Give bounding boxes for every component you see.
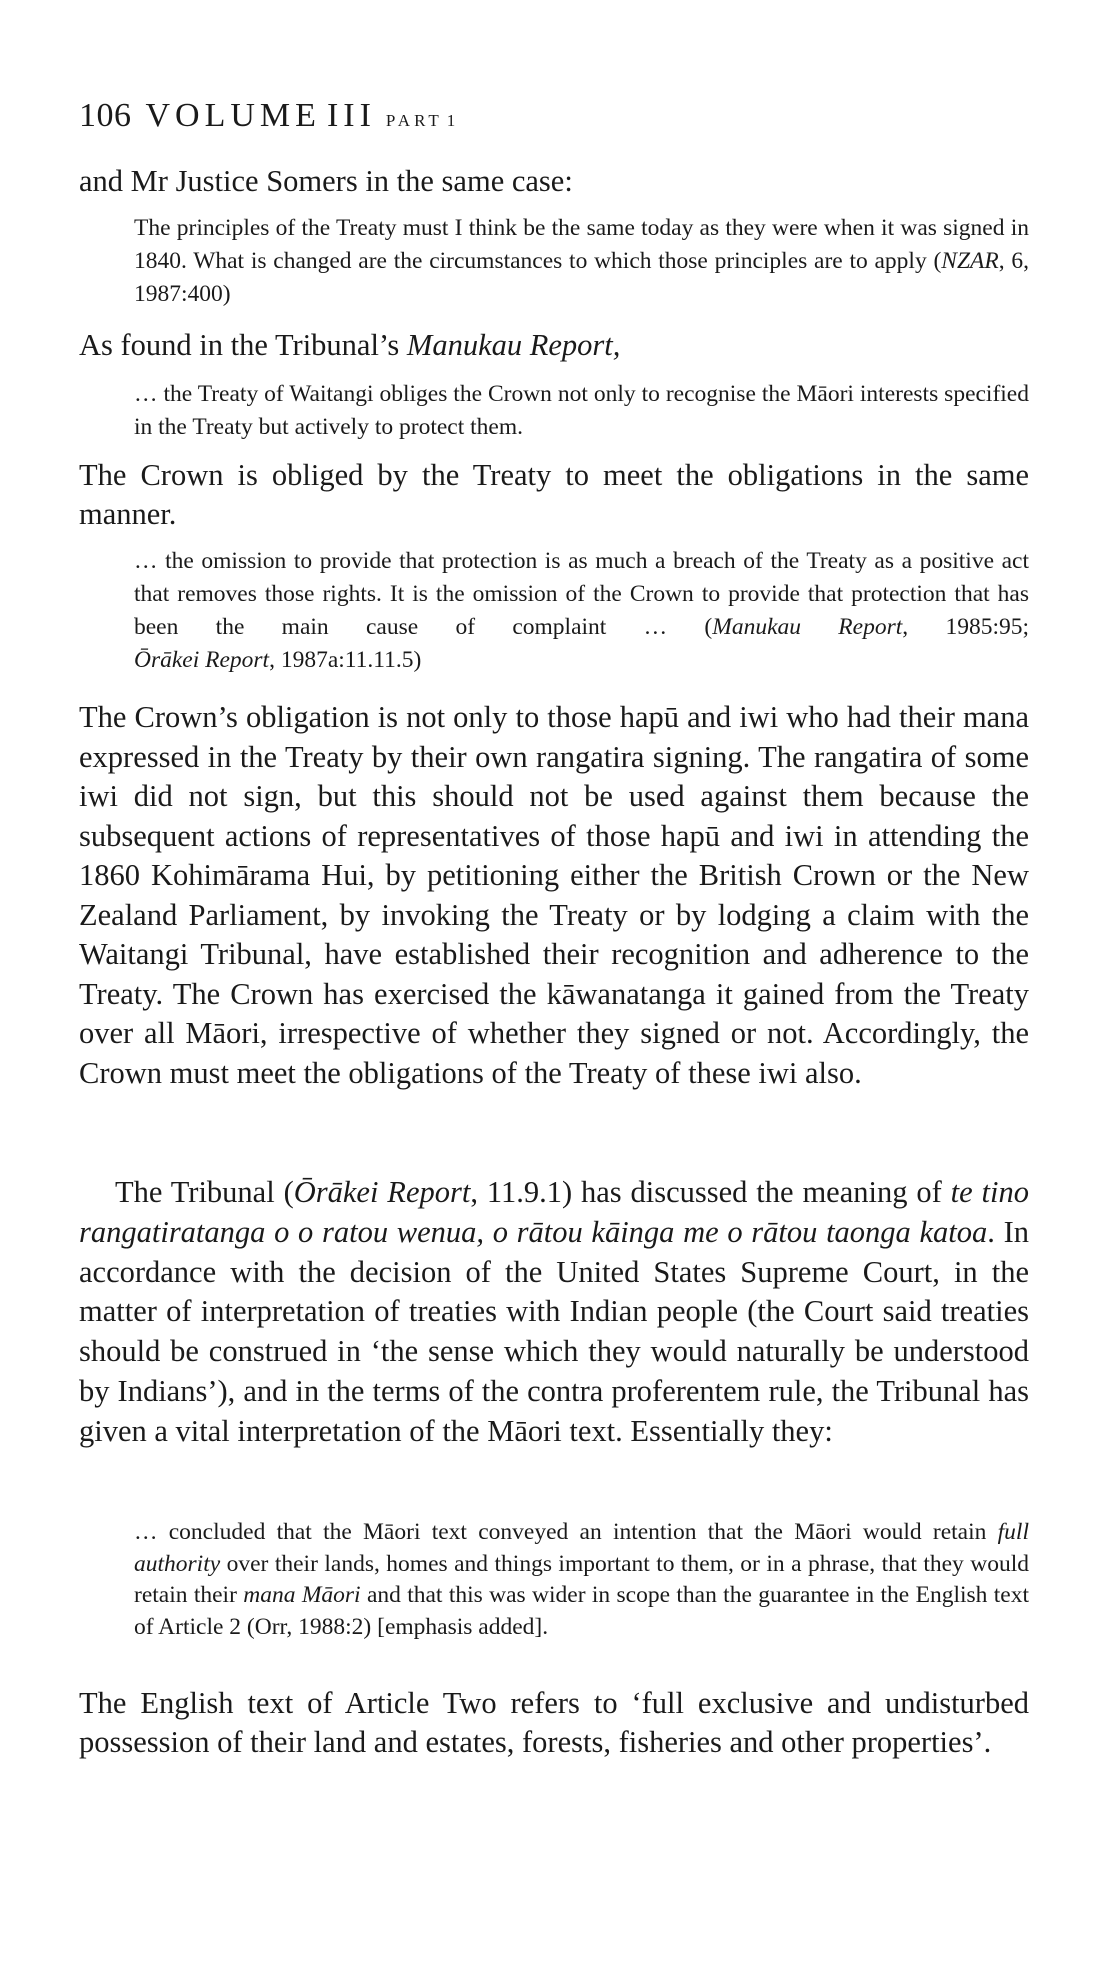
paragraph-text: The Tribunal ( (115, 1175, 294, 1209)
quote-text: … concluded that the Māori text conveyed an intention that the Māori would retain (134, 1519, 998, 1545)
paragraph-crown-obligation (79, 698, 1029, 1093)
block-quote-manukau-2 (134, 545, 1029, 677)
paragraph-text: As found in the Tribunal’s (79, 328, 407, 362)
running-head (79, 96, 456, 141)
quote-text: … the omission to provide that protection is as much a breach of the Treaty as a positive act that removes those rights. It is the omission of the Crown to provide that protection that has been the main cause of complaint … ( (134, 548, 1029, 640)
citation-detail: , 1985:95; (902, 614, 1030, 640)
block-quote-somers (134, 212, 1029, 311)
quote-text: over their lands, homes and things important to them, or in a phrase, that they would retain their (134, 1550, 1029, 1608)
citation-title-manukau: Manukau Report (712, 614, 903, 640)
quote-text: and that this was wider in scope than the guarantee in the English text of Article 2 (Orr, 1988:2) [emphasis added]. (134, 1582, 1029, 1640)
report-title: Ōrākei Report (293, 1175, 471, 1209)
paragraph-text: The English text of Article Two refers to ‘full exclusive and undisturbed possession of their land and estates, forests, fisheries and other properties’. (79, 1686, 1029, 1759)
emphasis-mana-maori: mana Māori (243, 1582, 361, 1608)
citation-detail: , 1987a:11.11.5) (269, 647, 422, 673)
paragraph-text: The Crown is obliged by the Treaty to meet the obligations in the same manner. (79, 458, 1029, 531)
citation-title-orakei: Ōrākei Report (134, 647, 270, 673)
part-label: PART (385, 111, 443, 130)
block-quote-manukau-1 (134, 378, 1029, 444)
maori-phrase: te tino rangatiratanga o o ratou wenua, o rātou kāinga me o rātou taonga katoa (79, 1175, 1029, 1249)
quote-text: The principles of the Treaty must I think be the same today as they were when it was signed in 1840. What is changed are the circumstances to which those principles are to apply ( (134, 215, 1029, 274)
paragraph-text: and Mr Justice Somers in the same case: (79, 164, 573, 198)
paragraph-text: . In accordance with the decision of the United States Supreme Court, in the matter of interpretation of treaties with Indian people (the Court said treaties should be construed in ‘the sense which they would naturally be understood by Indians’), and in the terms of the contra proferentem rule, the Tribunal has given a vital interpretation of the Māori text. Essentially they: (79, 1214, 1029, 1448)
paragraph-text: , 11.9.1) has discussed the meaning of (470, 1175, 951, 1209)
emphasis-full-authority: full authority (134, 1519, 1029, 1577)
citation-title: NZAR (941, 248, 999, 274)
volume-number: III (326, 97, 376, 134)
volume-label: VOLUME (145, 97, 321, 134)
part-number: 1 (446, 111, 456, 130)
report-title: Manukau Report, (406, 328, 621, 362)
page-number: 106 (79, 97, 132, 134)
paragraph-manukau-intro (79, 326, 1029, 365)
paragraph-intro (79, 162, 1029, 201)
paragraph-crown-obliged (79, 456, 1029, 534)
paragraph-tribunal-meaning (79, 1173, 1029, 1452)
paragraph-english-text (79, 1684, 1029, 1762)
citation-detail: , 6, 1987:400) (134, 248, 1029, 307)
block-quote-orr (134, 1517, 1029, 1643)
paragraph-text: The Crown’s obligation is not only to those hapū and iwi who had their mana expressed in the Treaty by their own rangatira signing. The rangatira of some iwi did not sign, but this should not be used against them because the subsequent actions of representatives of those hapū and iwi in attending the 1860 Kohimārama Hui, by petitioning either the British Crown or the New Zealand Parliament, by invoking the Treaty or by lodging a claim with the Waitangi Tribunal, have established their recognition and adherence to the Treaty. The Crown has exercised the kāwanatanga it gained from the Treaty over all Māori, irrespective of whether they signed or not. Accordingly, the Crown must meet the obligations of the Treaty of these iwi also. (79, 700, 1029, 1090)
quote-text: … the Treaty of Waitangi obliges the Crown not only to recognise the Māori interests specified in the Treaty but actively to protect them. (134, 381, 1029, 440)
